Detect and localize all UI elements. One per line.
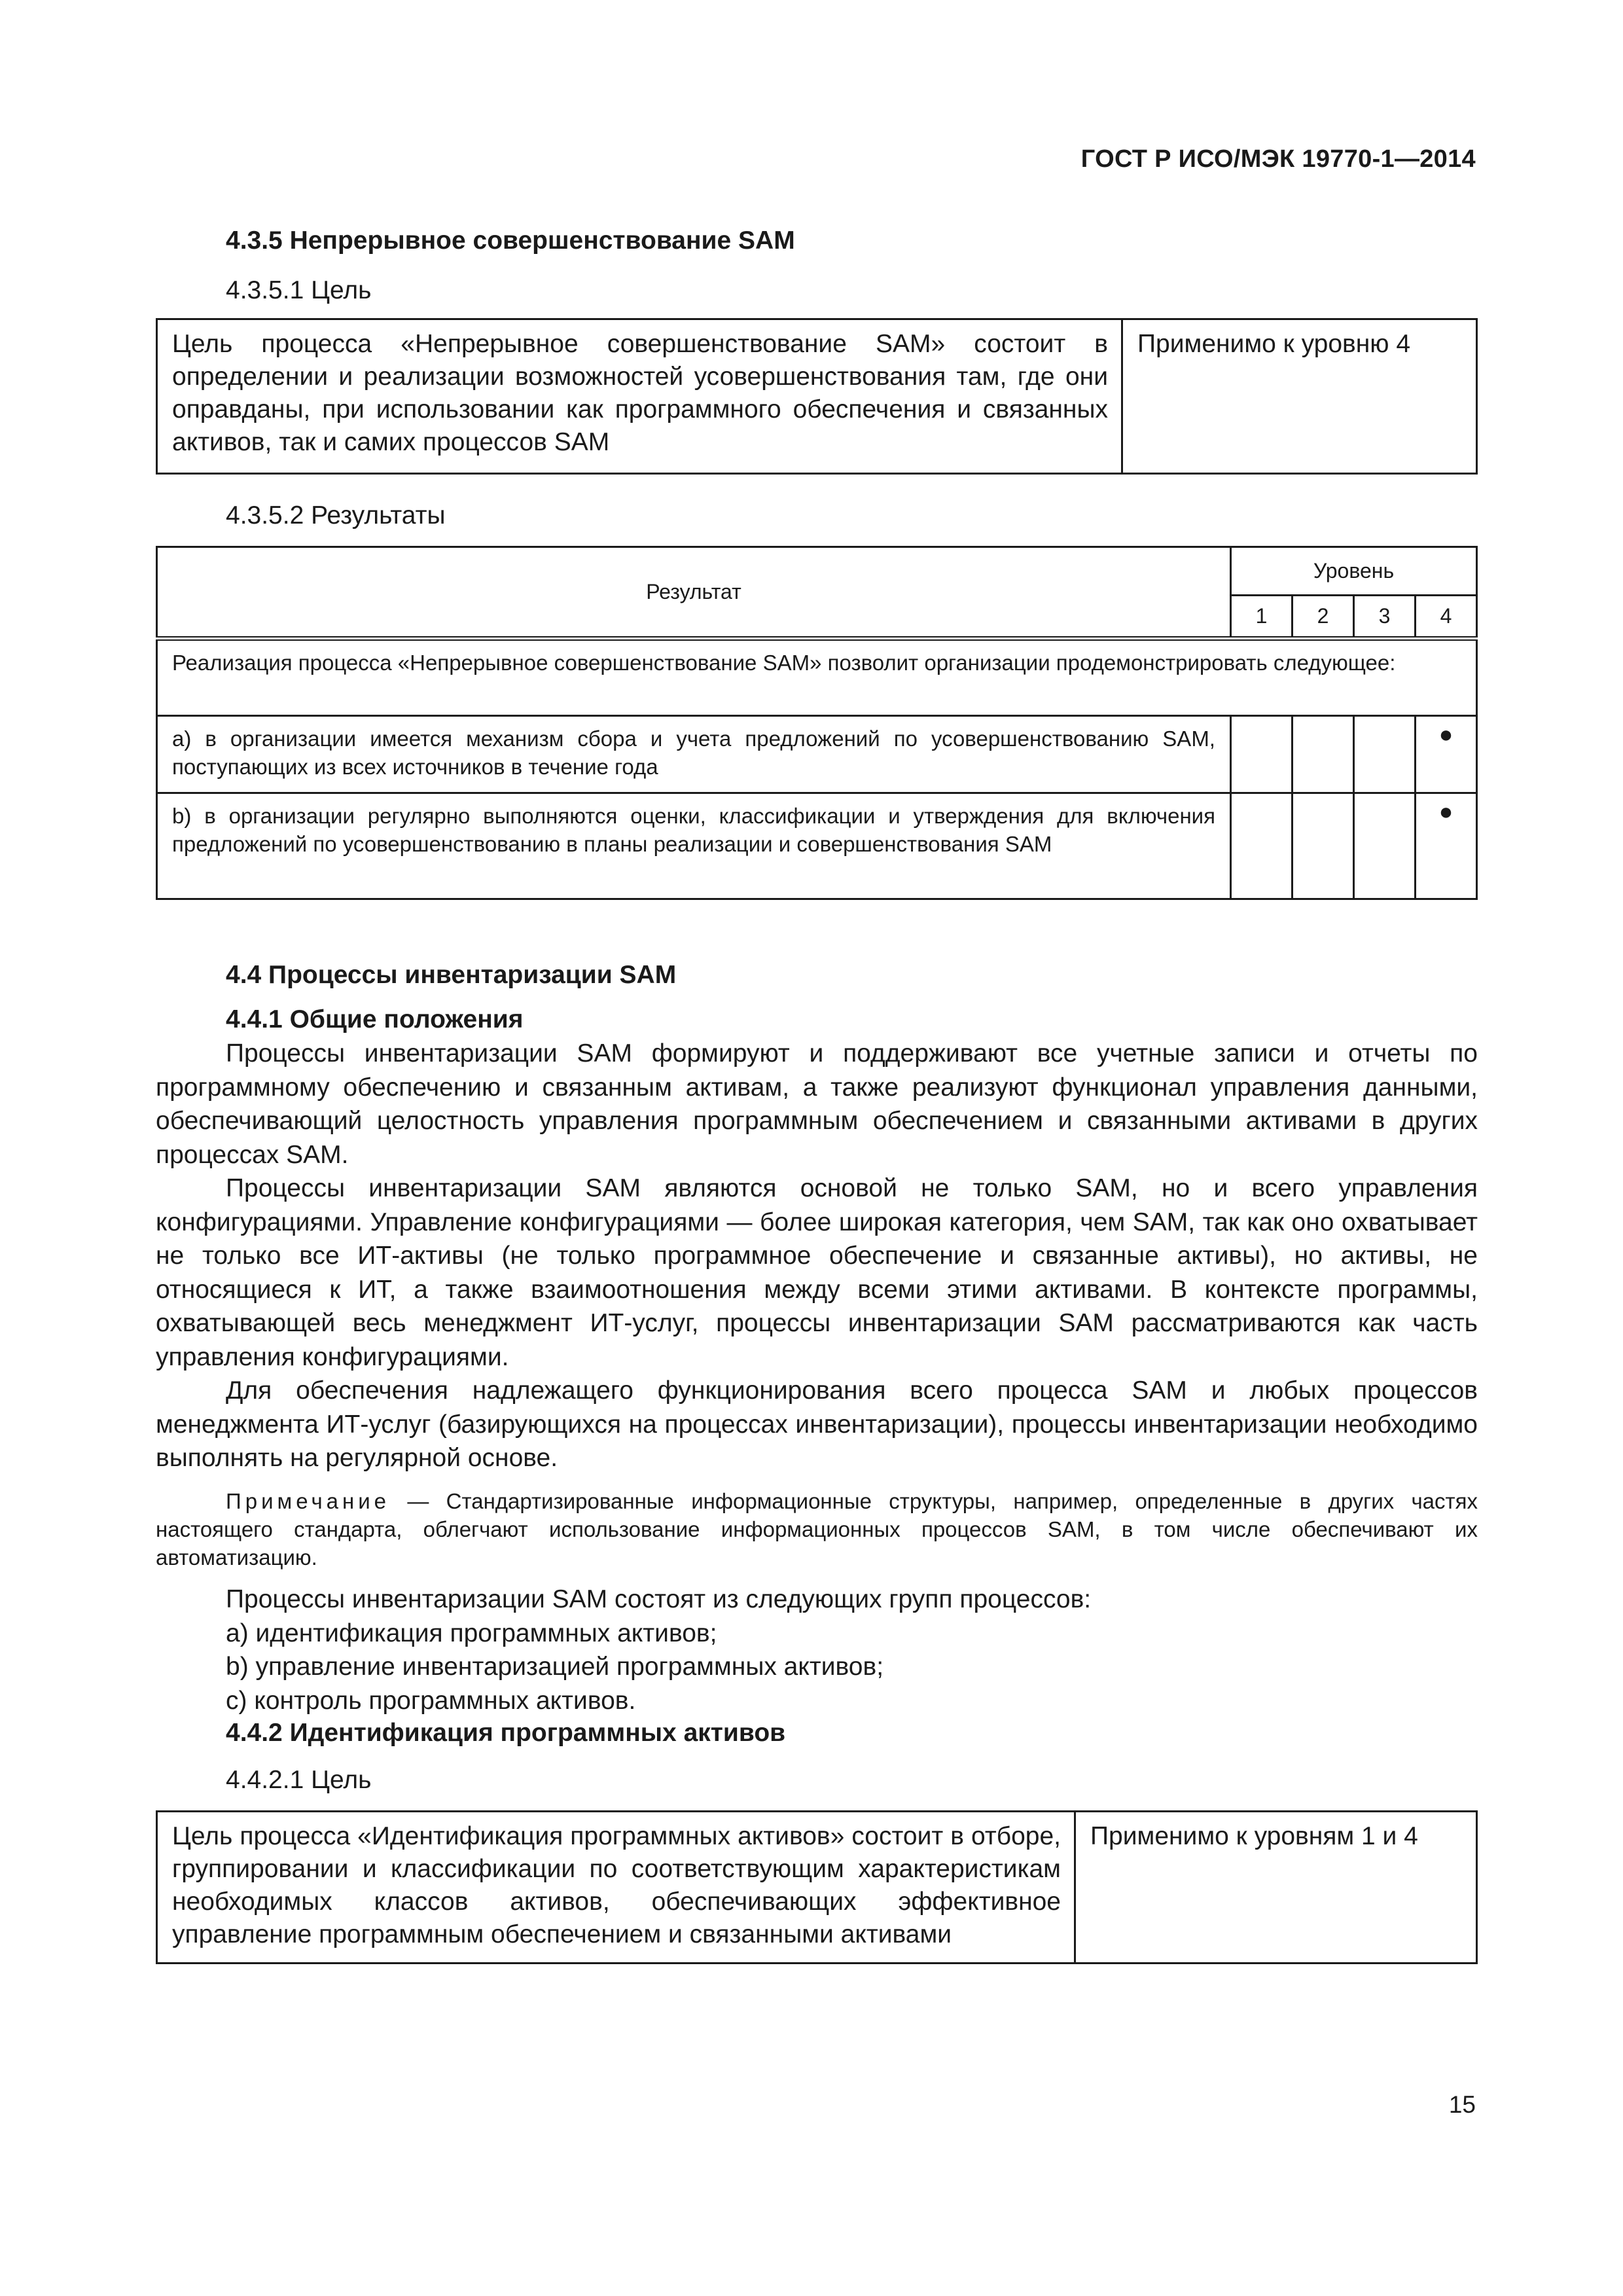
list-item: b) управление инвентаризацией программных активов; <box>226 1653 884 1681</box>
level-mark-cell <box>1230 716 1292 793</box>
goal-level-cell: Применимо к уровню 4 <box>1122 319 1477 474</box>
paragraph: Процессы инвентаризации SAM являются основой не только SAM, но и всего управления конфигурациями. Управление конфигурациями — более широкая категория, чем SAM, так как оно охватывает не только все ИТ-активы (не только программное обеспечение и связанные активы), но активы, не относящиеся к ИТ, а также взаимоотношения между всеми этими активами. В контексте программы, охватывающей весь менеджмент ИТ-услуг, процессы инвентаризации SAM рассматриваются как часть управления конфигурациями. <box>156 1174 1478 1371</box>
subsection-heading: 4.4.1 Общие положения <box>226 1005 524 1033</box>
section-heading: 4.4.2 Идентификация программных активов <box>226 1719 786 1747</box>
note-text: — Стандартизированные информационные структуры, например, определенные в других частях настоящего стандарта, облегчают использование информационных процессов SAM, в том числе обеспечивают их автоматизацию. <box>156 1489 1478 1570</box>
section-heading: 4.3.5 Непрерывное совершенствование SAM <box>226 226 795 255</box>
paragraph: Процессы инвентаризации SAM формируют и поддерживают все учетные записи и отчеты по программному обеспечению и связанным активам, а также реализуют функционал управления данными, обеспечивающий целостность управления программным обеспечением и связанными активами в других процессах SAM. <box>156 1039 1478 1169</box>
list-item: а) идентификация программных активов; <box>226 1619 717 1647</box>
table-row <box>157 716 1477 793</box>
result-text-cell: b) в организации регулярно выполняются оценки, классификации и утверждения для включения предложений по усовершенствованию в планы реализации и совершенствования SAM <box>157 793 1231 899</box>
level-mark-cell <box>1292 716 1353 793</box>
results-table-4-3-5 <box>156 546 1478 900</box>
list-item: с) контроль программных активов. <box>226 1686 636 1715</box>
level-header-2: 2 <box>1292 596 1353 639</box>
subsection-heading: 4.3.5.1 Цель <box>226 276 372 304</box>
level-mark-cell <box>1230 793 1292 899</box>
column-header-level: Уровень <box>1230 547 1476 596</box>
section-heading: 4.4 Процессы инвентаризации SAM <box>226 961 677 989</box>
level-mark-cell <box>1353 716 1415 793</box>
goal-table-4-4-2 <box>156 1810 1478 1964</box>
process-groups-list <box>156 1583 1478 1717</box>
goal-level-cell: Применимо к уровням 1 и 4 <box>1075 1812 1477 1964</box>
page-number: 15 <box>1448 2091 1476 2118</box>
subsection-heading: 4.3.5.2 Результаты <box>226 501 446 529</box>
document-code-header: ГОСТ Р ИСО/МЭК 19770-1—2014 <box>1080 145 1476 173</box>
level-header-4: 4 <box>1415 596 1476 639</box>
result-text-cell: а) в организации имеется механизм сбора и учета предложений по усовершенствованию SAM, поступающих из всех источников в течение года <box>157 716 1231 793</box>
level-header-3: 3 <box>1353 596 1415 639</box>
goal-text-cell: Цель процесса «Непрерывное совершенствование SAM» состоит в определении и реализации возможностей усовершенствования там, где они оправданы, при использовании как программного обеспечения и связанных активов, так и самих процессов SAM <box>157 319 1122 474</box>
level-header-1: 1 <box>1230 596 1292 639</box>
section-4-4-2-1-heading-block <box>156 1763 1478 1797</box>
section-4-4-2-heading-block <box>156 1716 1478 1750</box>
note-block <box>156 1487 1478 1571</box>
table-header-row <box>157 547 1477 596</box>
table-row <box>157 793 1477 899</box>
table-row <box>157 639 1477 716</box>
column-header-result: Результат <box>157 547 1231 639</box>
section-4-4-1-heading-block <box>156 1003 1478 1037</box>
section-4-3-5-1-heading-block <box>156 274 1478 308</box>
subsection-heading: 4.4.2.1 Цель <box>226 1766 372 1794</box>
level-mark-cell: ● <box>1415 793 1476 899</box>
note <box>156 1487 1478 1571</box>
level-mark-cell: ● <box>1415 716 1476 793</box>
table-row <box>157 319 1477 474</box>
paragraph: Для обеспечения надлежащего функционирования всего процесса SAM и любых процессов менеджмента ИТ-услуг (базирующихся на процессах инвентаризации), процессы инвентаризации необходимо выполнять на регулярной основе. <box>156 1376 1478 1472</box>
note-label: Примечание <box>226 1489 391 1513</box>
level-mark-cell <box>1292 793 1353 899</box>
section-4-3-5-heading-block <box>156 224 1478 258</box>
section-4-4-heading-block <box>156 958 1478 992</box>
results-intro-cell: Реализация процесса «Непрерывное совершенствование SAM» позволит организации продемонстрировать следующее: <box>157 639 1477 716</box>
section-4-3-5-2-heading-block <box>156 499 1478 533</box>
section-4-4-1-body <box>156 1037 1478 1475</box>
goal-table-4-3-5 <box>156 318 1478 475</box>
level-mark-cell <box>1353 793 1415 899</box>
table-row <box>157 1812 1477 1964</box>
goal-text-cell: Цель процесса «Идентификация программных активов» состоит в отборе, группировании и классификации по соответствующим характеристикам необходимых классов активов, обеспечивающих эффективное управление программным обеспечением и связанными активами <box>157 1812 1075 1964</box>
list-intro: Процессы инвентаризации SAM состоят из следующих групп процессов: <box>226 1585 1092 1613</box>
